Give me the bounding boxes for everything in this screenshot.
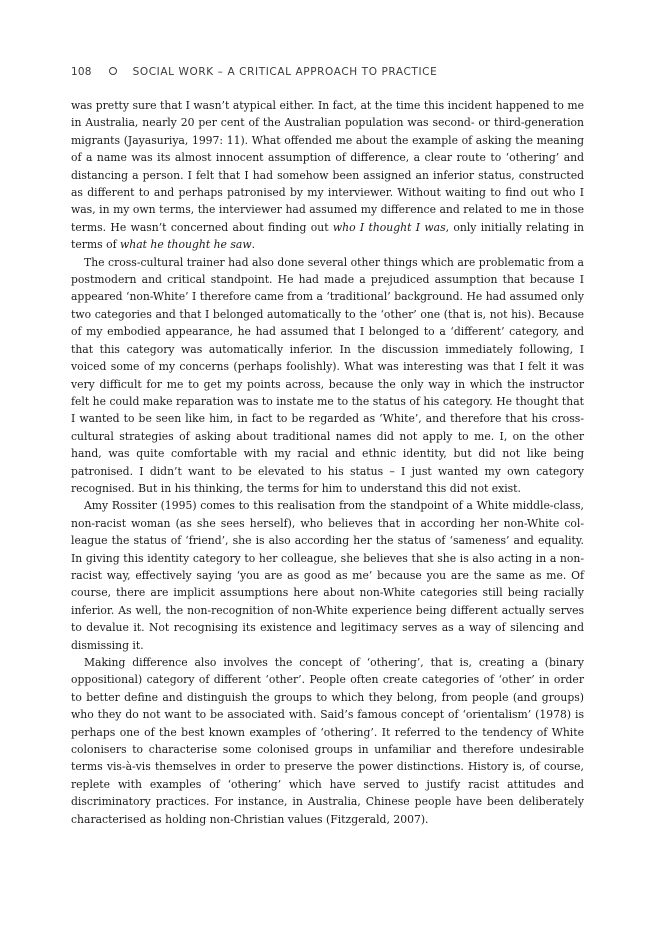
paragraph [71, 497, 584, 654]
paragraph [71, 254, 584, 498]
text-segment: . [251, 238, 256, 252]
running-head [71, 64, 584, 80]
running-head-title: SOCIAL WORK – A CRITICAL APPROACH TO PRACTICE [132, 66, 438, 78]
bullet-circle-icon [109, 67, 117, 75]
text-segment: was pretty sure that I wasn’t atypical either. In fact, at the time this incident happened to me in Australia, nearly 20 per cent of the Australian population was second- or third-generation migrants (Jayasuriya, 1997: 11). What offended me about the example of asking the meaning of a name was its almost innocent assumption of difference, a clear route to ‘othering’ and distancing a person. I felt that I had somehow been assigned an inferior status, constructed as different to and perhaps patronised by my interviewer. Without waiting to find out who I was, in my own terms, the interviewer had assumed my difference and related to me in those terms. He wasn’t concerned about finding out [71, 99, 584, 234]
text-segment: Amy Rossiter (1995) comes to this realisation from the standpoint of a White middle-class, non-racist woman (as she sees herself), who believes that in according her non-White colleague the status of ‘friend’, she is also according her the status of ‘sameness’ and equality. In giving this identity category to her colleague, she believes that she is also acting in a non-racist way, effectively saying ‘you are as good as me’ because you are the same as me. Of course, there are implicit assumptions here about non-White categories still being racially inferior. As well, the non-recognition of non-White experience being different actually serves to devalue it. Not recognising its existence and legitimacy serves as a way of silencing and dismissing it. [71, 499, 584, 652]
book-page [71, 64, 584, 828]
italic-text-segment: what he thought he saw [120, 238, 252, 252]
text-segment: , only initially relating in terms of [71, 220, 585, 252]
italic-text-segment: who I thought I was [332, 220, 446, 234]
text-segment: Making difference also involves the concept of ‘othering’, that is, creating a (binary oppositional) category of different ‘other’. People often create categories of ‘other’ in order to better define and distinguish the groups to which they belong, from people (and groups) who they do not want to be associated with. Said’s famous concept of ‘orientalism’ (1978) is perhaps one of the best known examples of ‘othering’. It referred to the tendency of White colonisers to characterise some colonised groups in unfamiliar and therefore undesirable terms vis-à-vis themselves in order to preserve the power distinctions. History is, of course, replete with examples of ‘othering’ which have served to justify racist attitudes and discriminatory practices. For instance, in Australia, Chinese people have been deliberately characterised as holding non-Christian values (Fitzgerald, 2007). [71, 656, 584, 826]
paragraph [71, 97, 584, 254]
body-text [71, 97, 584, 828]
page-number: 108 [71, 66, 92, 78]
text-segment: The cross-cultural trainer had also done several other things which are problematic from a postmodern and critical standpoint. He had made a prejudiced assumption that because I appeared ‘non-White’ I therefore came from a ‘traditional’ background. He had assumed only two categories and that I belonged automatically to the ‘other’ one (that is, not his). Because of my embodied appearance, he had assumed that I belonged to a ‘different’ category, and that this category was automatically inferior. In the discussion immediately following, I voiced some of my concerns (perhaps foolishly). What was interesting was that I felt it was very difficult for me to get my points across, because the only way in which the instructor felt he could make reparation was to instate me to the status of his category. He thought that I wanted to be seen like him, in fact to be regarded as ‘White’, and therefore that his cross-cultural strategies of asking about traditional names did not apply to me. I, on the other hand, was quite comfortable with my racial and ethnic identity, but did not like being patronised. I didn’t want to be elevated to his status – I just wanted my own category recognised. But in his thinking, the terms for him to understand this did not exist. [71, 255, 584, 495]
paragraph [71, 654, 584, 828]
